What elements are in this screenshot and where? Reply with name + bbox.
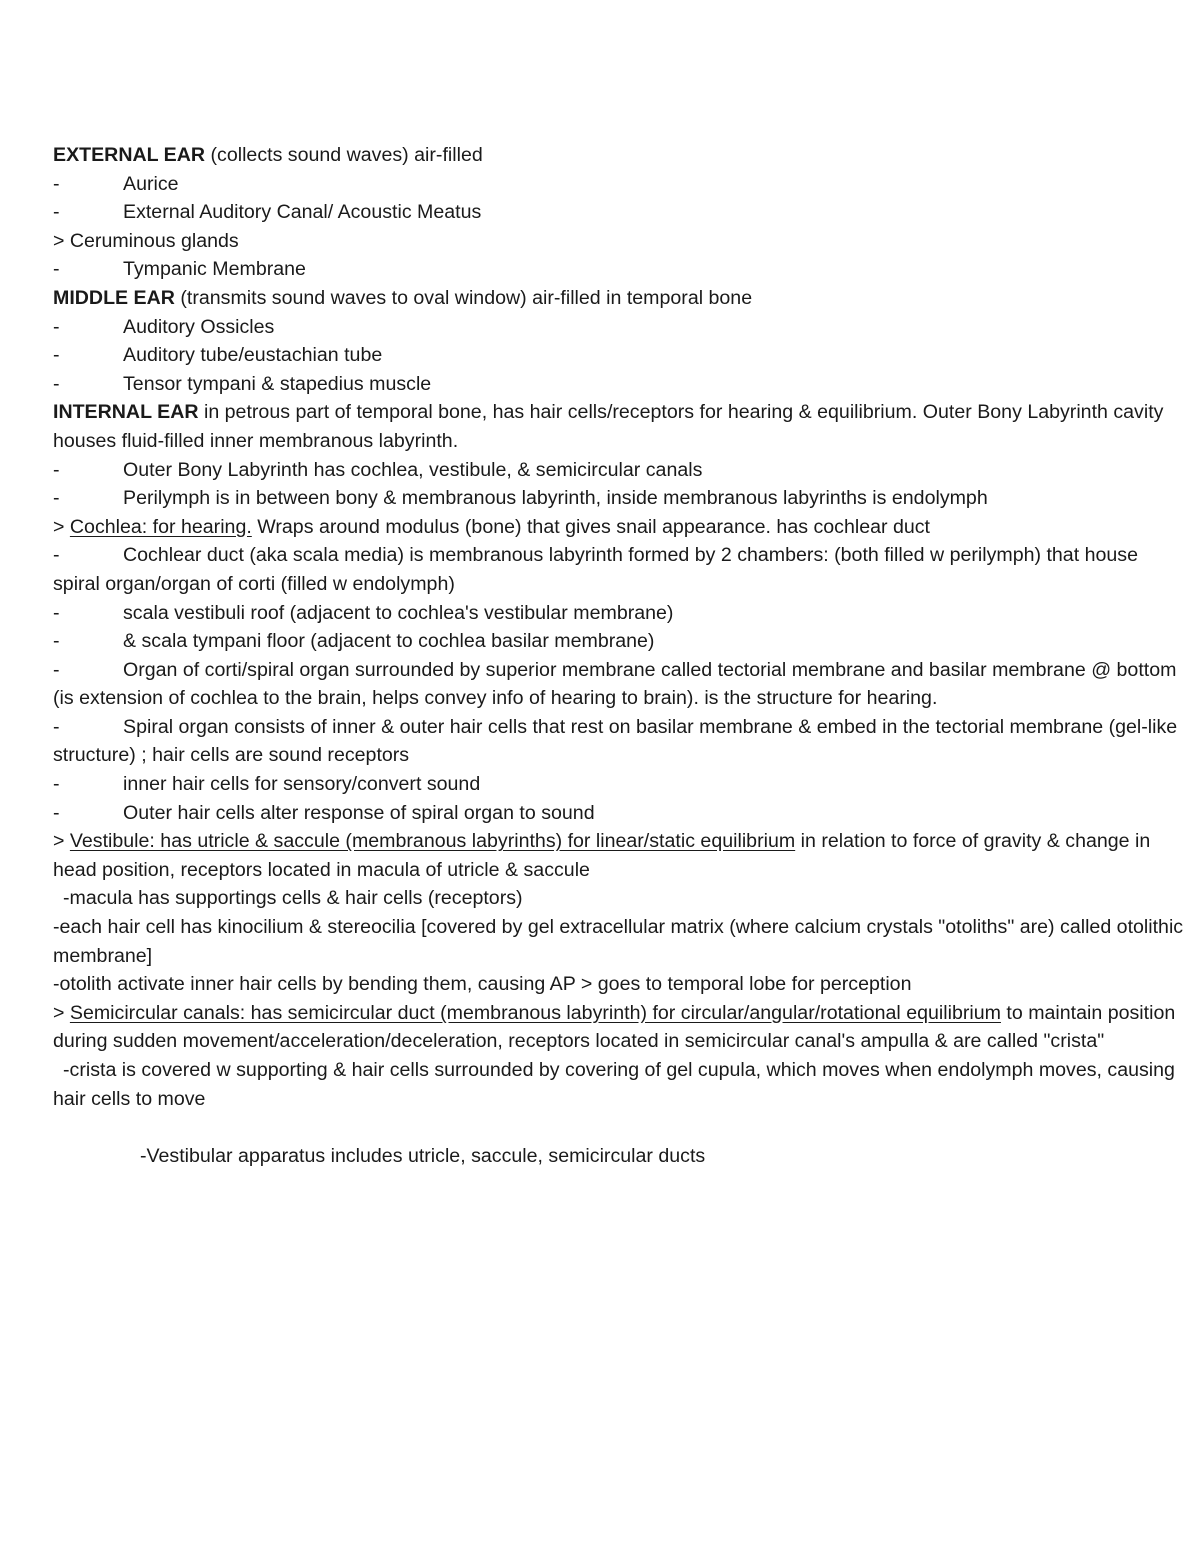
external-ear-description: (collects sound waves) air-filled xyxy=(205,144,483,166)
list-item xyxy=(53,370,1188,399)
bullet-dash: - xyxy=(53,801,60,824)
list-item-text: Perilymph is in between bony & membranous labyrinth, inside membranous labyrinths is endolymph xyxy=(123,487,988,510)
arrow-prefix: > xyxy=(53,830,70,853)
bullet-dash: - xyxy=(53,201,60,224)
list-item-text: External Auditory Canal/ Acoustic Meatus xyxy=(123,201,482,224)
list-item xyxy=(53,627,1188,656)
vestibule-heading: Vestibule: has utricle & saccule (membranous labyrinths) for linear/static equilibrium xyxy=(69,830,796,853)
list-item-text: Tympanic Membrane xyxy=(123,258,306,281)
arrow-prefix: > xyxy=(53,515,70,538)
list-item xyxy=(53,799,1188,828)
vestibule-description: in relation to force of gravity & change in head position, receptors located in macula of utricle & saccule xyxy=(53,830,1151,881)
list-item xyxy=(53,770,1188,799)
bullet-dash: - xyxy=(53,344,60,367)
note-line: -each hair cell has kinocilium & stereocilia [covered by gel extracellular matrix (where calcium crystals "otoliths" are) called otolithic membrane] xyxy=(53,916,1184,967)
list-item xyxy=(53,541,1188,598)
bullet-dash: - xyxy=(53,315,60,338)
bullet-dash: - xyxy=(53,372,60,395)
list-item xyxy=(53,255,1188,284)
bullet-dash: - xyxy=(53,458,60,481)
list-item xyxy=(53,484,1188,513)
note-line: -otolith activate inner hair cells by bending them, causing AP > goes to temporal lobe for perception xyxy=(53,973,912,996)
list-item-text: Organ of corti/spiral organ surrounded by superior membrane called tectorial membrane and basilar membrane @ bottom (is extension of cochlea to the brain, helps convey info of hearing to brain). is the structure for hearing. xyxy=(53,658,1177,710)
list-item xyxy=(53,599,1188,628)
list-item xyxy=(53,656,1188,713)
document-body xyxy=(53,141,1188,1170)
list-item-text: scala vestibuli roof (adjacent to cochlea's vestibular membrane) xyxy=(123,601,674,624)
list-item xyxy=(53,313,1188,342)
list-item-text: Cochlear duct (aka scala media) is membranous labyrinth formed by 2 chambers: (both filled w perilymph) that house spiral organ/organ of corti (filled w endolymph) xyxy=(53,544,1138,595)
cochlea-heading: Cochlea: for hearing. xyxy=(69,515,252,538)
list-item-text: Tensor tympani & stapedius muscle xyxy=(123,372,432,395)
middle-ear-heading-line xyxy=(53,284,1188,313)
middle-ear-heading: MIDDLE EAR xyxy=(53,286,175,309)
cochlea-heading-line xyxy=(53,513,1188,542)
external-ear-heading: EXTERNAL EAR xyxy=(53,144,206,166)
bullet-dash: - xyxy=(53,630,60,653)
list-item-text: Outer hair cells alter response of spiral organ to sound xyxy=(123,801,595,824)
bullet-dash: - xyxy=(53,658,60,681)
external-ear-heading-line xyxy=(53,141,1188,170)
internal-ear-heading: INTERNAL EAR xyxy=(53,401,199,424)
internal-ear-heading-line xyxy=(53,398,1188,455)
bullet-dash: - xyxy=(53,258,60,281)
crista-note: -crista is covered w supporting & hair cells surrounded by covering of gel cupula, which moves when endolymph moves, causing hair cells to move xyxy=(53,1059,1175,1110)
list-item-text: & scala tympani floor (adjacent to cochlea basilar membrane) xyxy=(123,630,655,653)
blank-line xyxy=(53,1113,1188,1142)
internal-ear-description: in petrous part of temporal bone, has hair cells/receptors for hearing & equilibrium. Outer Bony Labyrinth cavity houses fluid-filled inner membranous labyrinth. xyxy=(53,401,1164,452)
list-item-text: Aurice xyxy=(123,172,179,195)
semicircular-description: to maintain position during sudden movement/acceleration/deceleration, receptors located in semicircular canal's ampulla & are called "crista" xyxy=(53,1001,1176,1053)
bullet-dash: - xyxy=(53,715,60,738)
list-item xyxy=(53,170,1188,199)
arrow-prefix: > xyxy=(53,1001,70,1024)
sub-item: > Ceruminous glands xyxy=(53,229,239,252)
semicircular-heading-line xyxy=(53,999,1188,1056)
list-item-text: Auditory Ossicles xyxy=(123,315,275,338)
bullet-dash: - xyxy=(53,487,60,510)
middle-ear-description: (transmits sound waves to oval window) air-filled in temporal bone xyxy=(174,286,753,309)
cochlea-description: Wraps around modulus (bone) that gives snail appearance. has cochlear duct xyxy=(251,515,930,538)
note-line xyxy=(53,1056,1188,1113)
list-item xyxy=(53,456,1188,485)
note-line: -macula has supportings cells & hair cells (receptors) xyxy=(63,887,523,910)
list-item xyxy=(53,713,1188,770)
list-item xyxy=(53,198,1188,227)
bullet-dash: - xyxy=(53,773,60,796)
list-item-text: Spiral organ consists of inner & outer hair cells that rest on basilar membrane & embed in the tectorial membrane (gel-like structure) ; hair cells are sound receptors xyxy=(53,715,1178,767)
vestibule-heading-line xyxy=(53,827,1188,884)
list-item-text: inner hair cells for sensory/convert sound xyxy=(123,773,481,796)
semicircular-heading: Semicircular canals: has semicircular duct (membranous labyrinth) for circular/angular/rotational equilibrium xyxy=(69,1001,1001,1024)
list-item-text: Outer Bony Labyrinth has cochlea, vestibule, & semicircular canals xyxy=(123,458,703,481)
vestibular-apparatus-note: -Vestibular apparatus includes utricle, saccule, semicircular ducts xyxy=(140,1144,706,1167)
bullet-dash: - xyxy=(53,172,60,195)
bullet-dash: - xyxy=(53,544,60,567)
bullet-dash: - xyxy=(53,601,60,624)
list-item xyxy=(53,341,1188,370)
list-item-text: Auditory tube/eustachian tube xyxy=(123,344,383,367)
